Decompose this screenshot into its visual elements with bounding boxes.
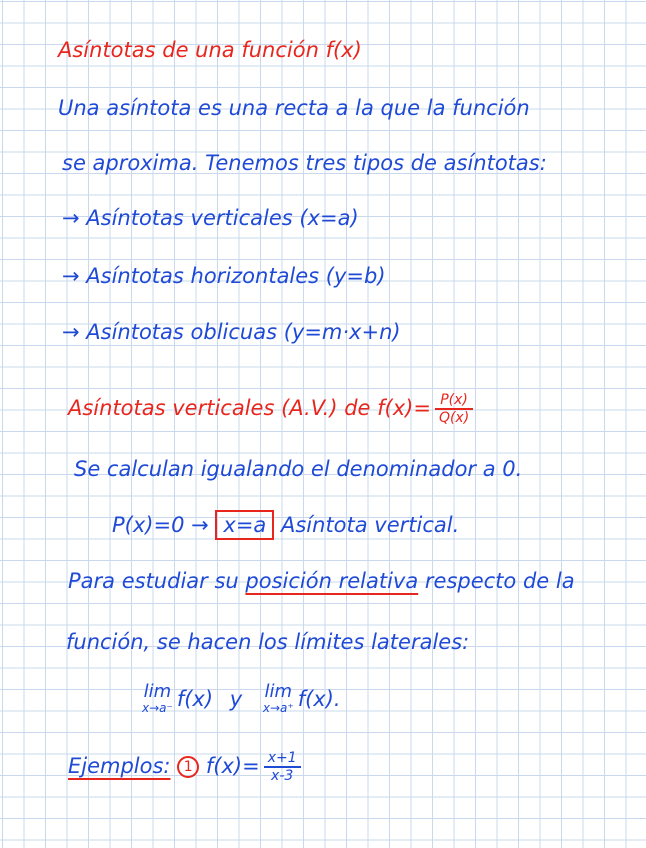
- example-fraction: $\frac{x+1}{x-3}$: [264, 750, 301, 784]
- type-horizontal: → Asíntotas horizontales (y=b): [62, 264, 386, 288]
- page-title: Asíntotas de una función f(x): [58, 38, 362, 62]
- av-calc-line: Se calculan igualando el denominador a 0.: [74, 457, 523, 481]
- lateral-limits-line: función, se hacen los límites laterales:: [66, 630, 470, 654]
- examples-line: Ejemplos: 1 f(x)= $\frac{x+1}{x-3}$: [68, 750, 301, 784]
- intro-line-1: Una asíntota es una recta a la que la función: [58, 96, 530, 120]
- limits-expression: lim x→a⁻ f(x) y lim x→a⁺ f(x).: [142, 681, 341, 715]
- av-heading: Asíntotas verticales (A.V.) de f(x)= $\frac{P(x)}{Q(x)}$: [68, 392, 473, 426]
- limit-right: lim x→a⁺: [262, 681, 294, 715]
- limit-left: lim x→a⁻: [142, 681, 173, 715]
- example-number-circle: 1: [177, 756, 199, 778]
- boxed-x-equals-a: x=a: [215, 510, 274, 540]
- intro-line-2: se aproxima. Tenemos tres tipos de asíntotas:: [62, 151, 547, 175]
- examples-label: Ejemplos:: [68, 754, 171, 778]
- av-fraction: $\frac{P(x)}{Q(x)}$: [435, 392, 473, 426]
- relative-position-line: Para estudiar su posición relativa respecto de la: [68, 569, 575, 593]
- underlined-relative-position: posición relativa: [245, 569, 419, 593]
- av-equation-line: P(x)=0 → x=a Asíntota vertical.: [112, 510, 459, 540]
- type-vertical: → Asíntotas verticales (x=a): [62, 206, 359, 230]
- type-oblique: → Asíntotas oblicuas (y=m·x+n): [62, 320, 401, 344]
